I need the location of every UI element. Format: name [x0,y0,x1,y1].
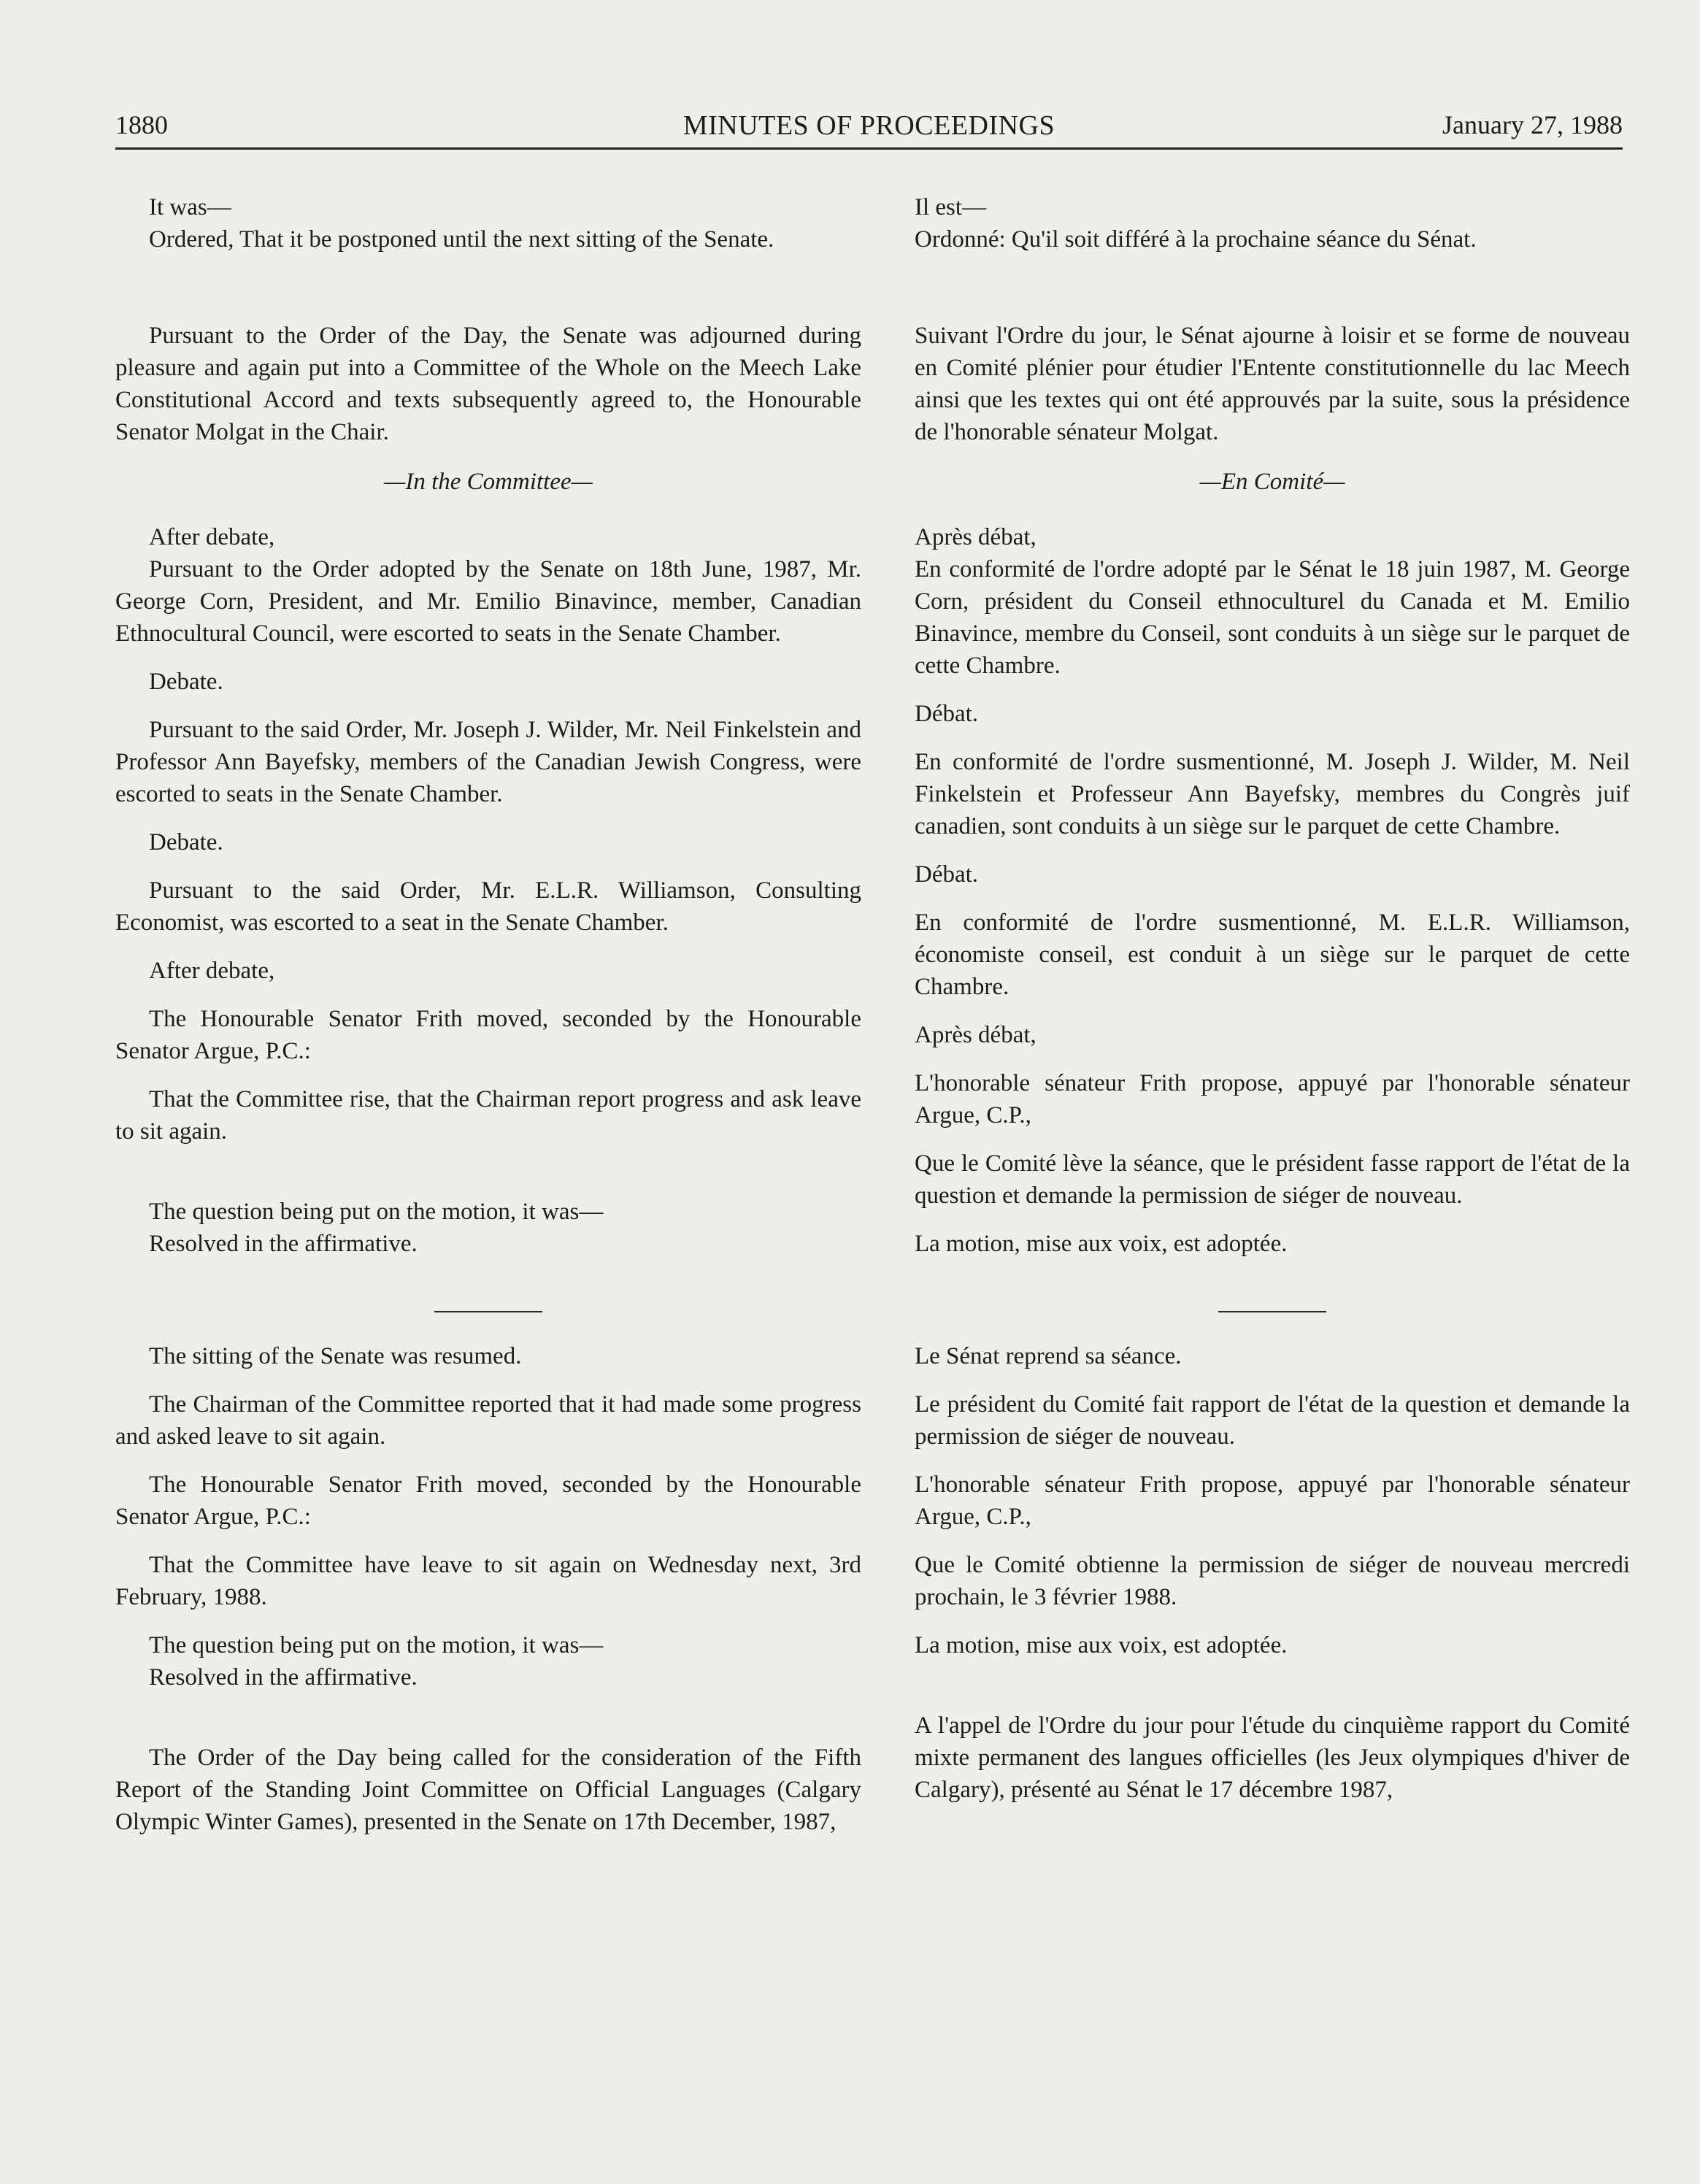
paragraph: Débat. [915,861,979,888]
section-divider [434,1311,542,1312]
paragraph: After debate, [149,958,275,984]
paragraph: The Honourable Senator Frith moved, seconded by the Honourable Senator Argue, P.C.: [115,1006,861,1064]
paragraph: Pursuant to the Order adopted by the Senate on 18th June, 1987, Mr. George Corn, President, and Mr. Emilio Binavince, member, Canadian Ethnocultural Council, were escorted to seats in the Senate Chamber. [115,556,861,647]
paragraph: L'honorable sénateur Frith propose, appuyé par l'honorable sénateur Argue, C.P., [915,1472,1630,1530]
paragraph: Pursuant to the said Order, Mr. Joseph J. Wilder, Mr. Neil Finkelstein and Professor Ann Bayefsky, members of the Canadian Jewish Congress, were escorted to seats in the Senate Chamber. [115,717,861,807]
paragraph: The Order of the Day being called for the consideration of the Fifth Report of the Standing Joint Committee on Official Languages (Calgary Olympic Winter Games), presented in the Senate on 17th December, 1987, [115,1745,861,1835]
paragraph: Le président du Comité fait rapport de l'état de la question et demande la permission de siéger de nouveau. [915,1391,1630,1450]
paragraph: Debate. [149,829,223,855]
paragraph: La motion, mise aux voix, est adoptée. [915,1632,1288,1658]
paragraph: Le Sénat reprend sa séance. [915,1343,1182,1369]
paragraph: The question being put on the motion, it was— [149,1632,604,1658]
paragraph: Après débat, [915,524,1036,550]
paragraph: Suivant l'Ordre du jour, le Sénat ajourne à loisir et se forme de nouveau en Comité plénier pour étudier l'Entente constitutionnelle du lac Meech ainsi que les textes qui ont été approuvés par la suite, sous la présidence de l'honorable sénateur Molgat. [915,323,1630,445]
paragraph: Que le Comité lève la séance, que le président fasse rapport de l'état de la question et demande la permission de siéger de nouveau. [915,1150,1630,1209]
paragraph: Que le Comité obtienne la permission de siéger de nouveau mercredi prochain, le 3 février 1988. [915,1552,1630,1610]
paragraph: Ordered, That it be postponed until the next sitting of the Senate. [149,226,774,253]
page-header [115,109,1623,150]
paragraph: Ordonné: Qu'il soit différé à la prochaine séance du Sénat. [915,226,1477,253]
section-heading: —En Comité— [1199,469,1345,495]
paragraph: Debate. [149,669,223,695]
section-heading: —In the Committee— [384,469,593,495]
paragraph: Débat. [915,701,979,727]
paragraph: L'honorable sénateur Frith propose, appuyé par l'honorable sénateur Argue, C.P., [915,1070,1630,1128]
paragraph: Il est— [915,194,987,220]
paragraph: Après débat, [915,1022,1036,1048]
paragraph: The question being put on the motion, it was— [149,1199,604,1225]
paragraph: Resolved in the affirmative. [149,1231,418,1257]
page-number: 1880 [115,110,168,139]
paragraph: Pursuant to the said Order, Mr. E.L.R. Williamson, Consulting Economist, was escorted to a seat in the Senate Chamber. [115,877,861,936]
paragraph: En conformité de l'ordre adopté par le Sénat le 18 juin 1987, M. George Corn, président du Conseil ethnoculturel du Canada et M. Emilio Binavince, membre du Conseil, sont conduits à un siège sur le parquet de cette Chambre. [915,556,1630,679]
paragraph: That the Committee rise, that the Chairman report progress and ask leave to sit again. [115,1086,861,1145]
english-column [115,191,861,1838]
paragraph: Pursuant to the Order of the Day, the Senate was adjourned during pleasure and again put into a Committee of the Whole on the Meech Lake Constitutional Accord and texts subsequently agreed to, the Honourable Senator Molgat in the Chair. [115,323,861,445]
page-title: MINUTES OF PROCEEDINGS [682,110,1055,141]
paragraph: After debate, [149,524,275,550]
paragraph: En conformité de l'ordre susmentionné, M. Joseph J. Wilder, M. Neil Finkelstein et Professeur Ann Bayefsky, membres du Congrès juif canadien, sont conduits à un siège sur le parquet de cette Chambre. [915,749,1630,839]
paragraph: En conformité de l'ordre susmentionné, M. E.L.R. Williamson, économiste conseil, est conduit à un siège sur le parquet de cette Chambre. [915,910,1630,1000]
page-date: January 27, 1988 [1442,110,1623,139]
paragraph: La motion, mise aux voix, est adoptée. [915,1231,1288,1257]
paragraph: That the Committee have leave to sit again on Wednesday next, 3rd February, 1988. [115,1552,861,1610]
paragraph: The sitting of the Senate was resumed. [149,1343,522,1369]
section-divider [1218,1311,1326,1312]
paragraph: The Chairman of the Committee reported that it had made some progress and asked leave to sit again. [115,1391,861,1450]
french-column [915,191,1630,1806]
paragraph: A l'appel de l'Ordre du jour pour l'étude du cinquième rapport du Comité mixte permanent des langues officielles (les Jeux olympiques d'hiver de Calgary), présenté au Sénat le 17 décembre 1987, [915,1712,1630,1803]
paragraph: Resolved in the affirmative. [149,1664,418,1691]
paragraph: It was— [149,194,231,220]
paragraph: The Honourable Senator Frith moved, seconded by the Honourable Senator Argue, P.C.: [115,1472,861,1530]
